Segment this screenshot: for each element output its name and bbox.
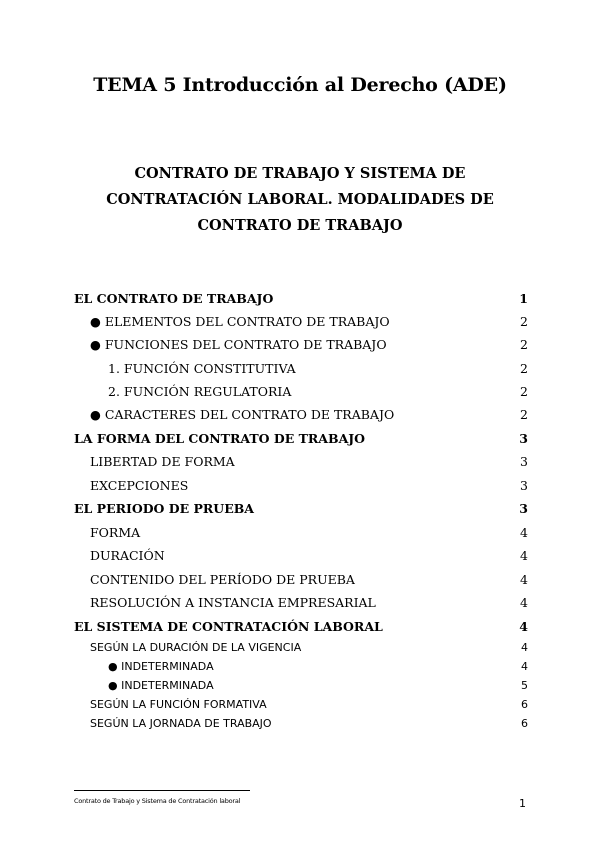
toc-entry-page: 5 [521, 679, 528, 692]
toc-entry-label: ● ELEMENTOS DEL CONTRATO DE TRABAJO [90, 314, 390, 329]
toc-entry[interactable] [0, 595, 600, 615]
toc-entry-page: 4 [521, 641, 528, 654]
toc-entry[interactable] [0, 619, 600, 639]
toc-entry[interactable] [0, 698, 600, 718]
toc-entry-label: EL SISTEMA DE CONTRATACIÓN LABORAL [74, 619, 383, 634]
toc-entry[interactable] [0, 660, 600, 680]
toc-entry-label: SEGÚN LA JORNADA DE TRABAJO [90, 717, 272, 730]
toc-entry-label: LIBERTAD DE FORMA [90, 454, 235, 469]
toc-entry-label: SEGÚN LA FUNCIÓN FORMATIVA [90, 698, 267, 711]
toc-entry[interactable] [0, 291, 600, 311]
toc-entry[interactable] [0, 431, 600, 451]
toc-entry[interactable] [0, 679, 600, 699]
toc-entry-page: 4 [520, 572, 528, 587]
toc-entry[interactable] [0, 314, 600, 334]
toc-entry-label: ● CARACTERES DEL CONTRATO DE TRABAJO [90, 407, 395, 422]
toc-entry-page: 2 [520, 361, 528, 376]
toc-entry[interactable] [0, 525, 600, 545]
toc-entry-page: 6 [521, 717, 528, 730]
toc-entry[interactable] [0, 548, 600, 568]
toc-entry-label: EL CONTRATO DE TRABAJO [74, 291, 274, 306]
toc-entry-page: 3 [520, 454, 528, 469]
toc-entry[interactable] [0, 478, 600, 498]
toc-entry-label: 2. FUNCIÓN REGULATORIA [108, 384, 292, 399]
footer-page-number: 1 [519, 797, 526, 810]
toc-entry-label: SEGÚN LA DURACIÓN DE LA VIGENCIA [90, 641, 302, 654]
toc-entry-page: 4 [520, 525, 528, 540]
document-subtitle: CONTRATO DE TRABAJO Y SISTEMA DE CONTRATACIÓN LABORAL. MODALIDADES DE CONTRATO DE TRABAJO [106, 165, 494, 234]
toc-entry[interactable] [0, 501, 600, 521]
toc-entry-page: 2 [520, 337, 528, 352]
toc-entry[interactable] [0, 361, 600, 381]
toc-entry[interactable] [0, 454, 600, 474]
toc-entry[interactable] [0, 337, 600, 357]
toc-entry-label: ● INDETERMINADA [108, 660, 214, 673]
toc-entry-label: 1. FUNCIÓN CONSTITUTIVA [108, 361, 296, 376]
toc-entry[interactable] [0, 641, 600, 661]
toc-entry[interactable] [0, 407, 600, 427]
toc-entry-label: EL PERIODO DE PRUEBA [74, 501, 254, 516]
toc-entry-page: 3 [519, 431, 528, 446]
toc-entry-page: 2 [520, 407, 528, 422]
toc-entry-label: ● FUNCIONES DEL CONTRATO DE TRABAJO [90, 337, 387, 352]
footer-divider [74, 790, 250, 791]
toc-entry-label: DURACIÓN [90, 548, 165, 563]
toc-entry-label: CONTENIDO DEL PERÍODO DE PRUEBA [90, 572, 355, 587]
document-title: TEMA 5 Introducción al Derecho (ADE) [93, 74, 507, 96]
toc-entry[interactable] [0, 572, 600, 592]
toc-entry-page: 1 [519, 291, 528, 306]
toc-entry-page: 2 [520, 314, 528, 329]
toc-entry-page: 3 [520, 478, 528, 493]
toc-entry-label: LA FORMA DEL CONTRATO DE TRABAJO [74, 431, 366, 446]
toc-entry-label: EXCEPCIONES [90, 478, 189, 493]
toc-entry-page: 4 [520, 548, 528, 563]
toc-entry-page: 2 [520, 384, 528, 399]
footer-text: Contrato de Trabajo y Sistema de Contratación laboral [74, 797, 241, 805]
toc-entry[interactable] [0, 384, 600, 404]
toc-entry-label: ● INDETERMINADA [108, 679, 214, 692]
toc-entry-page: 4 [521, 660, 528, 673]
toc-entry-label: FORMA [90, 525, 141, 540]
toc-entry-page: 3 [519, 501, 528, 516]
toc-entry-page: 6 [521, 698, 528, 711]
toc-entry-page: 4 [519, 619, 528, 634]
toc-entry-label: RESOLUCIÓN A INSTANCIA EMPRESARIAL [90, 595, 376, 610]
toc-entry[interactable] [0, 717, 600, 737]
toc-entry-page: 4 [520, 595, 528, 610]
